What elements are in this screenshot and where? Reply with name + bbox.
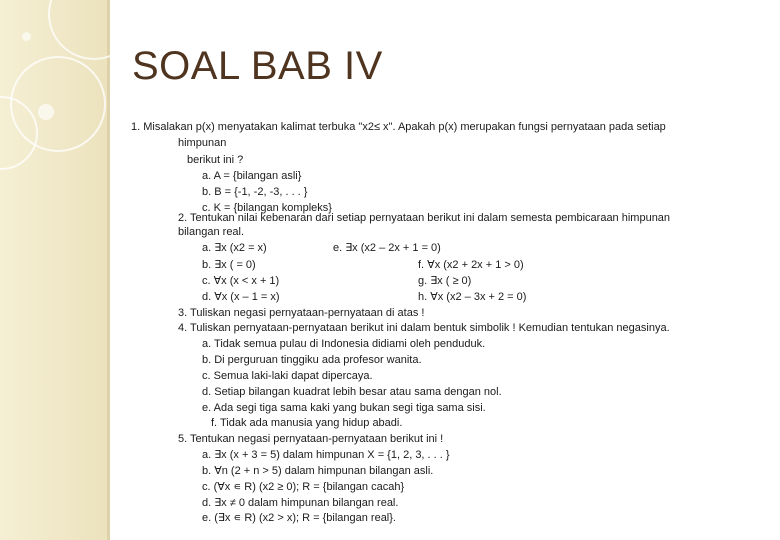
option-f: f. Tidak ada manusia yang hidup abadi. (211, 417, 403, 429)
decorative-dot (38, 104, 54, 120)
text-line: bilangan real. (178, 226, 245, 238)
text-line: himpunan (178, 137, 227, 149)
option-g: g. ∃x ( ≥ 0) (418, 275, 472, 287)
option-d: d. ∀x (x – 1 = x) (202, 291, 280, 303)
question-4: 4. Tuliskan pernyataan-pernyataan berikut ini dalam bentuk simbolik ! Kemudian tentukan negasinya. (178, 322, 670, 334)
option-e: e. ∃x (x2 – 2x + 1 = 0) (333, 242, 441, 254)
question-2: 2. Tentukan nilai kebenaran dari setiap pernyataan berikut ini dalam semesta pembicaraan himpunan (178, 212, 671, 224)
option-d: d. Setiap bilangan kuadrat lebih besar atau sama dengan nol. (202, 386, 502, 398)
decorative-dot (22, 32, 31, 41)
option-c: c. ∀x (x < x + 1) (202, 275, 280, 287)
option-a: a. ∃x (x + 3 = 5) dalam himpunan X = {1, 2, 3, . . . } (202, 449, 450, 461)
option-e: e. Ada segi tiga sama kaki yang bukan segi tiga sama sisi. (202, 402, 486, 414)
option-e: e. (∃x ∊ R) (x2 > x); R = {bilangan real}. (202, 512, 396, 524)
question-1: 1. Misalakan p(x) menyatakan kalimat terbuka "x2≤ x". Apakah p(x) merupakan fungsi pernyataan pada setiap (131, 121, 666, 133)
option-b: b. Di perguruan tinggiku ada profesor wanita. (202, 354, 422, 366)
option-c: c. Semua laki-laki dapat dipercaya. (202, 370, 373, 382)
option-f: f. ∀x (x2 + 2x + 1 > 0) (418, 259, 524, 271)
slide-title: SOAL BAB IV (132, 44, 383, 88)
option-b: b. ∀n (2 + n > 5) dalam himpunan bilangan asli. (202, 465, 434, 477)
option-c: c. (∀x ∊ R) (x2 ≥ 0); R = {bilangan cacah} (202, 481, 405, 493)
option-a: a. A = {bilangan asli} (202, 170, 302, 182)
option-a: a. ∃x (x2 = x) (202, 242, 267, 254)
sidebar-divider (107, 0, 110, 540)
option-c: c. K = {bilangan kompleks} (202, 202, 332, 214)
option-b: b. B = {-1, -2, -3, . . . } (202, 186, 308, 198)
option-h: h. ∀x (x2 – 3x + 2 = 0) (418, 291, 527, 303)
question-3: 3. Tuliskan negasi pernyataan-pernyataan di atas ! (178, 307, 425, 319)
option-a: a. Tidak semua pulau di Indonesia didiami oleh penduduk. (202, 338, 486, 350)
option-d: d. ∃x ≠ 0 dalam himpunan bilangan real. (202, 497, 399, 509)
question-5: 5. Tentukan negasi pernyataan-pernyataan berikut ini ! (178, 433, 444, 445)
text-line: berikut ini ? (187, 154, 244, 166)
option-b: b. ∃x ( = 0) (202, 259, 256, 271)
